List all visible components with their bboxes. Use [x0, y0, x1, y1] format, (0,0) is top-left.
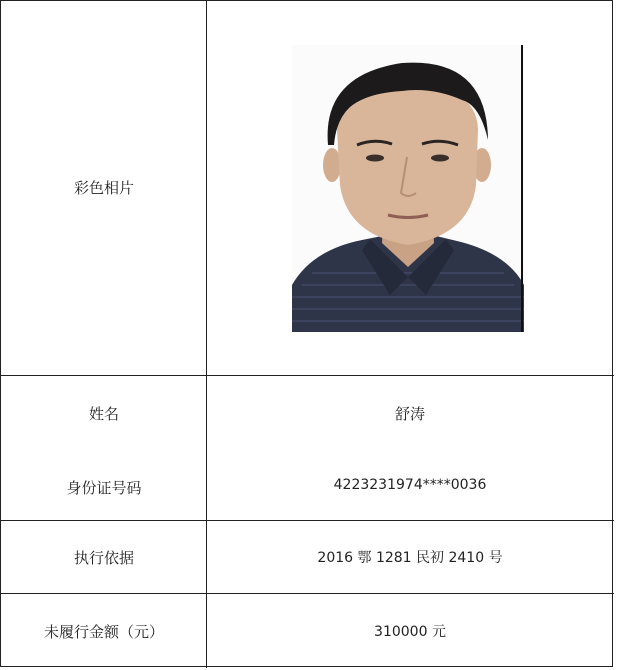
- name-label: 姓名: [88, 405, 120, 423]
- photo-label: 彩色相片: [73, 179, 135, 197]
- amount-value: 310000 元: [374, 624, 446, 640]
- id-label: 身份证号码: [66, 479, 142, 497]
- id-value: 4223231974****0036: [333, 477, 487, 493]
- column-divider: [206, 1, 207, 668]
- row-divider: [1, 375, 614, 376]
- row-divider: [1, 520, 614, 521]
- photo-edge-line: [521, 45, 523, 332]
- portrait-photo: [292, 45, 524, 332]
- amount-label: 未履行金额（元）: [43, 623, 165, 641]
- basis-value: 2016 鄂 1281 民初 2410 号: [317, 550, 503, 566]
- name-value: 舒涛: [394, 405, 426, 423]
- row-divider: [1, 593, 614, 594]
- basis-label: 执行依据: [73, 549, 135, 567]
